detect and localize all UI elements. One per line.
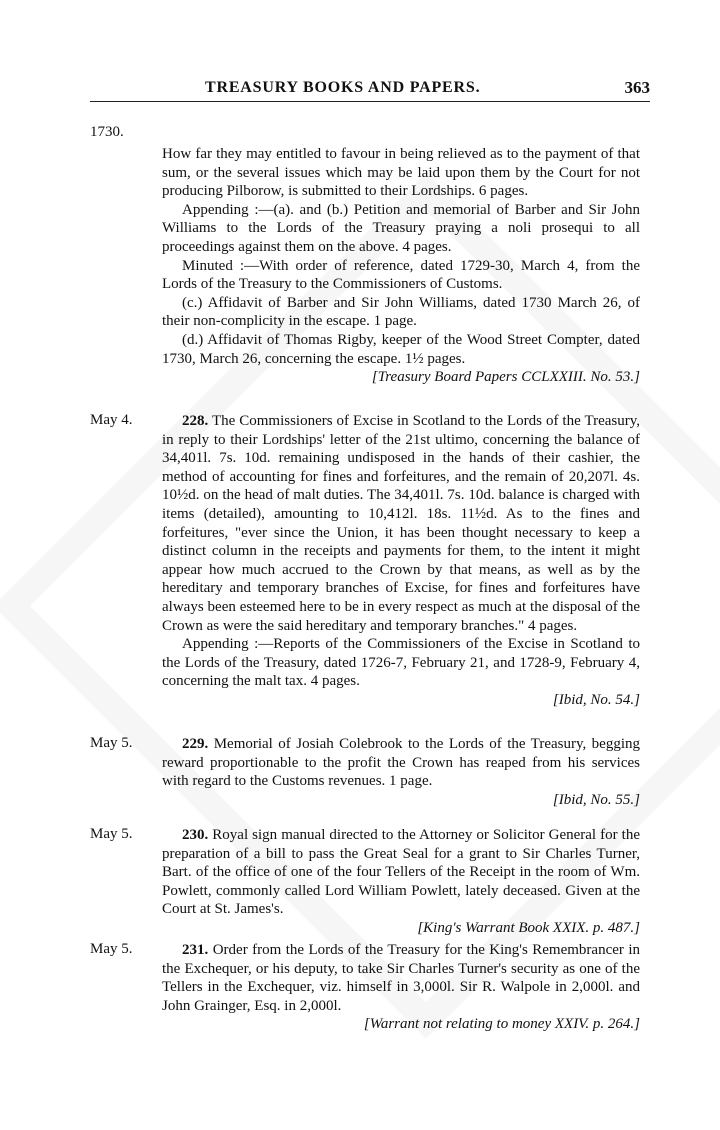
page-number: 363 [624,78,650,97]
entry-continuation [162,145,640,387]
entry-date: May 5. [90,941,133,957]
appending-text: Appending :—Reports of the Commissioners of the Excise in Scotland to the Lords of the Treasury, dated 1726-7, February 21, and 1728-9, February 4, concerning the malt tax. 4 pages. [162,636,640,690]
year-marker: 1730. [90,124,124,140]
entry-date: May 4. [90,412,133,428]
reference: [Warrant not relating to money XXIV. p. 264.] [363,1016,640,1033]
entry-228 [162,412,640,710]
reference: [Ibid, No. 55.] [552,791,640,808]
entry-text: The Commissioners of Excise in Scotland to the Lords of the Treasury, in reply to their Lordships' letter of the 21st ultimo, concerning the balance of 34,401l. 7s. 10d. remaining undisposed in the hands of their cashier, the method of accounting for fines and forfeitures, and the remain of 20,207l. 4s. 10½d. on the head of malt duties. The 34,401l. 7s. 10d. balance is charged with items (detailed), amounting to 10,412l. 18s. 11½d. As to the fines and forfeitures, "ever since the Union, it has been thought necessary to keep a distinct column in the receipts and payments for them, to the intent it might appear how much accrued to the Crown by that means, as well as by the hereditary and temporary branches of Excise, for fines and forfeitures have always been esteemed here to be in every respect as much at the disposal of the Crown as were the said hereditary and temporary branches." 4 pages. [162,413,640,634]
reference: [Treasury Board Papers CCLXXIII. No. 53.] [371,369,640,386]
running-title: TREASURY BOOKS AND PAPERS. [205,79,481,96]
entry-text: Royal sign manual directed to the Attorney or Solicitor General for the preparation of a bill to pass the Great Seal for a grant to Sir Charles Turner, Bart. of the office of one of the four Tellers of the Receipt in the room of Wm. Powlett, commonly called Lord William Powlett, lately deceased. Given at the Court at St. James's. [162,827,641,918]
entry-date: May 5. [90,735,133,751]
minuted-text: Minuted :—With order of reference, dated 1729-30, March 4, from the Lords of the Treasury to the Commissioners of Customs. [162,257,640,293]
entry-number: 231. [182,942,209,958]
entry-text: Memorial of Josiah Colebrook to the Lords of the Treasury, begging reward proportionable to the profit the Crown has reaped from his services with regard to the Customs revenues. 1 page. [162,736,641,790]
entry-number: 228. [182,413,209,429]
entry-text: Order from the Lords of the Treasury for the King's Remembrancer in the Exchequer, or his deputy, to take Sir Charles Turner's security as one of the Tellers in the Exchequer, viz. himself in 3,000l. Sir R. Walpole in 2,000l. and John Grainger, Esq. in 2,000l. [162,942,641,1014]
page-header [90,79,650,102]
entry-230 [162,826,640,938]
appending-text: Appending :—(a). and (b.) Petition and memorial of Barber and Sir John Williams to the Lords of the Treasury praying a noli prosequi to all proceedings against them on the above. 4 pages. [162,201,640,255]
reference: [King's Warrant Book XXIX. p. 487.] [417,919,640,936]
reference: [Ibid, No. 54.] [552,691,640,708]
entry-number: 230. [182,827,209,843]
affidavit-d-text: (d.) Affidavit of Thomas Rigby, keeper of the Wood Street Compter, dated 1730, March 26, concerning the escape. 1½ pages. [162,331,640,367]
entry-date: May 5. [90,826,133,842]
entry-231 [162,941,640,1034]
affidavit-c-text: (c.) Affidavit of Barber and Sir John Williams, dated 1730 March 26, of their non-complicity in the escape. 1 page. [162,294,640,330]
entry-text: How far they may entitled to favour in being relieved as to the payment of that sum, or the several issues which may be laid upon them by the Court for not producing Pilborow, is submitted to their Lordships. 6 pages. [162,146,640,200]
entry-229 [162,735,640,809]
entry-number: 229. [182,736,209,752]
